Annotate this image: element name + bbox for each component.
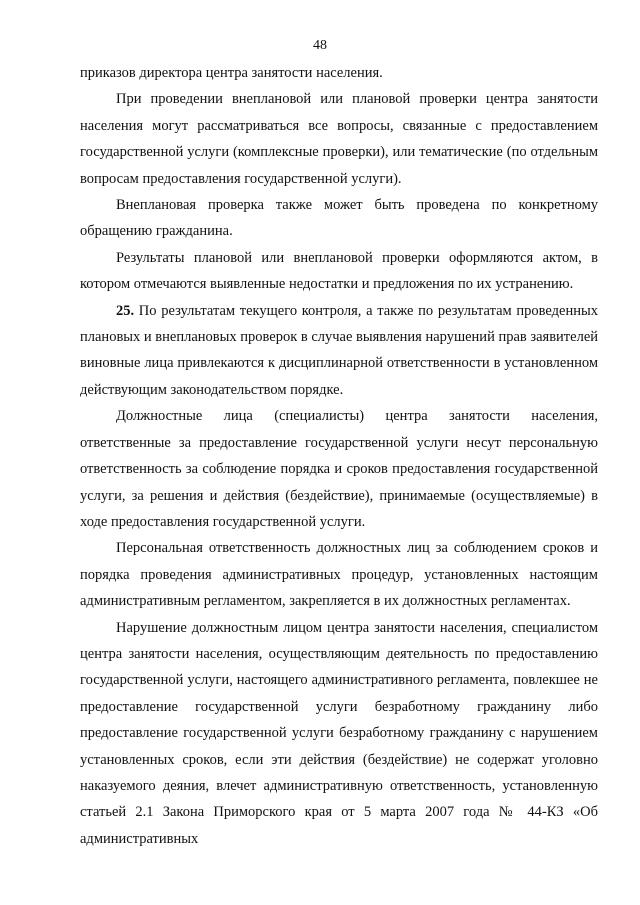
document-body [80,60,598,852]
paragraph-inspection-scope: При проведении внеплановой или плановой проверки центра занятости населения могут рассматриваться все вопросы, связанные с предоставлением государственной услуги (комплексные проверки), или тематические (по отдельным вопросам предоставления государственной услуги). [80,91,598,187]
paragraph-officials-responsibility: Должностные лица (специалисты) центра занятости населения, ответственные за предоставление государственной услуги несут персональную ответственность за соблюдение порядка и сроков предоставления государственной услуги, за решения и действия (бездействие), принимаемые (осуществляемые) в ходе предоставления государственной услуги. [80,408,598,530]
paragraph-section-25 [80,298,598,404]
paragraph-inspection-results: Результаты плановой или внеплановой проверки оформляются актом, в котором отмечаются выявленные недостатки и предложения по их устранению. [80,249,598,293]
section-25-text: По результатам текущего контроля, а также по результатам проведенных плановых и внеплановых проверок в случае выявления нарушений прав заявителей виновные лица привлекаются к дисциплинарной ответственности в установленном действующим законодательством порядке. [80,302,599,398]
paragraph-personal-responsibility: Персональная ответственность должностных лиц за соблюдением сроков и порядка проведения административных процедур, установленных настоящим административным регламентом, закрепляется в их должностных регламентах. [80,540,598,610]
section-number: 25. [116,302,135,319]
paragraph-violation-liability: Нарушение должностным лицом центра занятости населения, специалистом центра занятости населения, осуществляющим деятельность по предоставлению государственной услуги, настоящего административного регламента, повлекшее не предоставление государственной услуги безработному гражданину либо предоставление государственной услуги безработному гражданину с нарушением установленных сроков, если эти действия (бездействие) не содержат уголовно наказуемого деяния, влечет административную ответственность, установленную статьей 2.1 Закона Приморского края от 5 марта 2007 года № 44-КЗ «Об административных [80,619,598,847]
paragraph-continuation: приказов директора центра занятости населения. [80,65,383,81]
page-number: 48 [313,38,327,53]
paragraph-unscheduled-inspection: Внеплановая проверка также может быть проведена по конкретному обращению гражданина. [80,197,598,240]
